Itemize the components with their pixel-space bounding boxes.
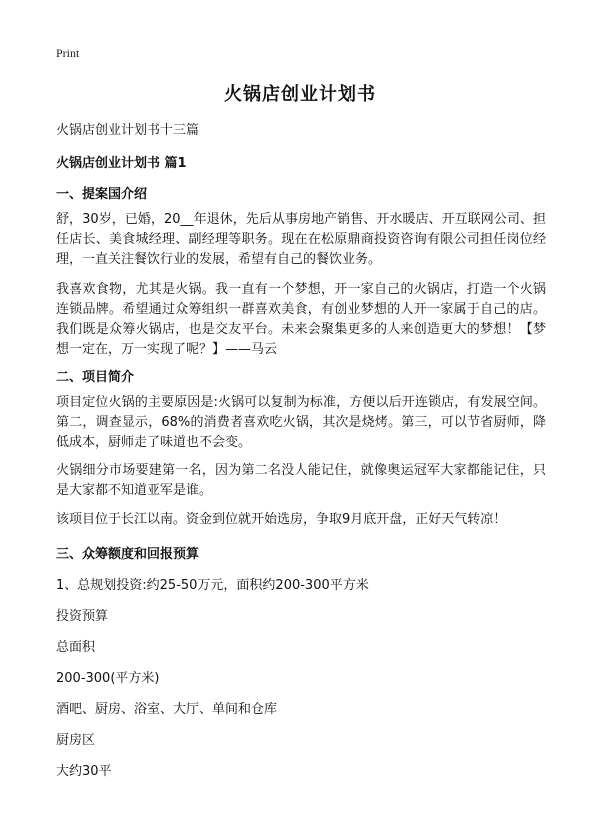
section-2-heading: 二、项目简介 [56,370,135,385]
section-1-heading: 一、提案国介绍 [56,187,148,202]
section-2-paragraph-1: 项目定位火锅的主要原因是:火锅可以复制为标准，方便以后开连锁店，有发展空间。第二，调查显示，68%的消费者喜欢吃火锅，其次是烧烤。第三，可以节省厨师，降低成本，厨师走了味道也不会变。 [56,395,546,450]
budget-line: 总面积 [56,640,96,655]
section-1-paragraph-1: 舒，30岁，已婚，20__年退休，先后从事房地产销售、开水暖店、开互联网公司、担任店长、美食城经理、副经理等职务。现在在松原鼎商投资咨询有限公司担任岗位经理，一直关注餐饮行业的发展，希望有自己的餐饮业务。 [56,212,546,267]
budget-line: 1、总规划投资:约25-50万元，面积约200-300平方米 [56,578,369,593]
section-2-paragraph-2: 火锅细分市场要建第一名，因为第二名没人能记住，就像奥运冠军大家都能记住，只是大家都不知道亚军是谁。 [56,463,546,498]
section-1-paragraph-2: 我喜欢食物，尤其是火锅。我一直有一个梦想，开一家自己的火锅店，打造一个火锅连锁品牌。希望通过众筹组织一群喜欢美食，有创业梦想的人开一家属于自己的店。我们既是众筹火锅店，也是交友平台。未来会聚集更多的人来创造更大的梦想！【梦想一定在，万一实现了呢？】——马云 [56,282,546,357]
section-2-paragraph-3: 该项目位于长江以南。资金到位就开始选房，争取9月底开盘，正好天气转凉！ [56,512,507,527]
document-title: 火锅店创业计划书 [224,84,376,105]
article-heading: 火锅店创业计划书 篇1 [56,156,187,171]
budget-line: 酒吧、厨房、浴室、大厅、单间和仓库 [56,702,278,717]
budget-line: 厨房区 [56,733,96,748]
print-label: Print [56,46,80,60]
document-subtitle: 火锅店创业计划书十三篇 [56,123,200,138]
section-3-heading: 三、众筹额度和回报预算 [56,547,200,562]
budget-line: 200-300(平方米) [56,671,160,686]
budget-line: 投资预算 [56,609,109,624]
budget-line: 大约30平 [56,764,112,779]
